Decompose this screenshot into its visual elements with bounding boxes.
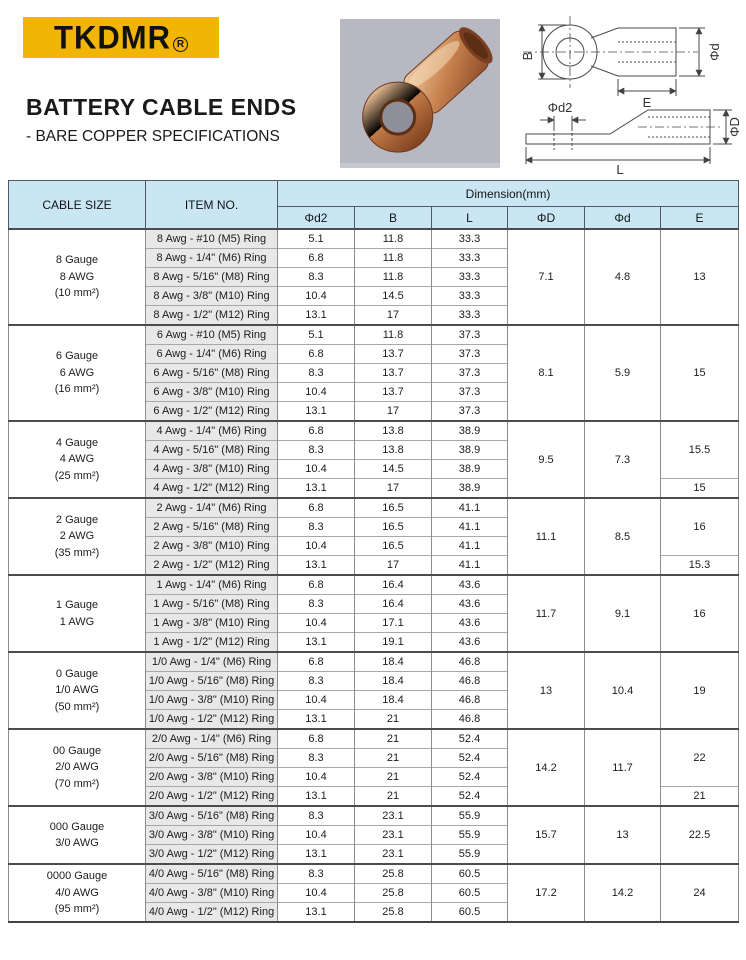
- side-view-diagram: [526, 110, 732, 164]
- dim-b-cell: 16.5: [355, 498, 432, 518]
- dim-d2-cell: 10.4: [278, 826, 355, 845]
- dim-phi-d-cell: 13: [585, 806, 661, 864]
- cable-size-cell: [9, 229, 146, 325]
- dim-b-cell: 25.8: [355, 884, 432, 903]
- dim-l-cell: 33.3: [432, 249, 508, 268]
- cable-size-line: 8 Gauge: [55, 254, 99, 267]
- dim-l-cell: 43.6: [432, 595, 508, 614]
- title-block: [26, 94, 297, 146]
- dim-l-cell: 52.4: [432, 787, 508, 807]
- dim-l-cell: 38.9: [432, 479, 508, 499]
- dim-b-cell: 21: [355, 710, 432, 730]
- dim-b-cell: 13.7: [355, 383, 432, 402]
- dim-phi-D-cell: 15.7: [508, 806, 585, 864]
- dim-b-cell: 11.8: [355, 268, 432, 287]
- dim-e-cell: 22: [661, 729, 739, 787]
- dim-b-cell: 21: [355, 729, 432, 749]
- spec-table: [8, 180, 739, 923]
- dim-l-cell: 37.3: [432, 383, 508, 402]
- dim-phi-d-cell: 9.1: [585, 575, 661, 652]
- page-title: BATTERY CABLE ENDS: [26, 94, 297, 120]
- dim-d2-cell: 6.8: [278, 345, 355, 364]
- dim-l-cell: 55.9: [432, 806, 508, 826]
- dim-b-cell: 17: [355, 306, 432, 326]
- dim-d2-cell: 8.3: [278, 672, 355, 691]
- cable-size-cell: [9, 575, 146, 652]
- dim-d2-cell: 8.3: [278, 806, 355, 826]
- item-no-cell: 2/0 Awg - 1/2" (M12) Ring: [146, 787, 278, 807]
- cable-size-line: 8 AWG: [59, 270, 95, 283]
- dim-e-cell: 16: [661, 498, 739, 556]
- spec-table-body: [9, 229, 739, 922]
- dim-e-cell: 16: [661, 575, 739, 652]
- dim-phi-d-cell: 10.4: [585, 652, 661, 729]
- dim-phi-D-cell: 17.2: [508, 864, 585, 922]
- dim-phi-d-cell: 5.9: [585, 325, 661, 421]
- dim-phi-D-cell: 11.1: [508, 498, 585, 575]
- cable-size-line: (10 mm²): [54, 287, 100, 300]
- item-no-cell: 2 Awg - 1/4" (M6) Ring: [146, 498, 278, 518]
- dim-d2-cell: 8.3: [278, 595, 355, 614]
- item-no-cell: 2/0 Awg - 5/16" (M8) Ring: [146, 749, 278, 768]
- dim-b-cell: 13.7: [355, 364, 432, 383]
- col-header-e: E: [661, 207, 739, 230]
- table-row: [9, 652, 739, 672]
- item-no-cell: 2 Awg - 1/2" (M12) Ring: [146, 556, 278, 576]
- cable-size-cell: [9, 806, 146, 864]
- dim-l-cell: 55.9: [432, 826, 508, 845]
- brand-logo-text: TKDMR: [54, 19, 171, 56]
- table-row: [9, 325, 739, 345]
- dim-phi-D-cell: 8.1: [508, 325, 585, 421]
- dim-e-cell: 19: [661, 652, 739, 729]
- item-no-cell: 8 Awg - #10 (M5) Ring: [146, 229, 278, 249]
- item-no-cell: 3/0 Awg - 3/8" (M10) Ring: [146, 826, 278, 845]
- dim-e-cell: 15.5: [661, 421, 739, 479]
- dim-l-cell: 33.3: [432, 287, 508, 306]
- cable-size-cell: [9, 421, 146, 498]
- dim-d2-cell: 5.1: [278, 229, 355, 249]
- dim-d2-cell: 10.4: [278, 884, 355, 903]
- item-no-cell: 1 Awg - 5/16" (M8) Ring: [146, 595, 278, 614]
- dim-phi-d-cell: 11.7: [585, 729, 661, 806]
- dim-l-cell: 46.8: [432, 691, 508, 710]
- cable-size-cell: [9, 864, 146, 922]
- dim-phi-d-cell: 4.8: [585, 229, 661, 325]
- dim-d2-cell: 13.1: [278, 306, 355, 326]
- cable-size-line: 4/0 AWG: [55, 886, 99, 899]
- brand-logo: [23, 17, 219, 58]
- dim-label-b: B: [520, 51, 535, 61]
- dim-l-cell: 33.3: [432, 306, 508, 326]
- dim-b-cell: 11.8: [355, 229, 432, 249]
- col-header-l: L: [432, 207, 508, 230]
- item-no-cell: 4/0 Awg - 5/16" (M8) Ring: [146, 864, 278, 884]
- dim-d2-cell: 8.3: [278, 441, 355, 460]
- table-row: [9, 806, 739, 826]
- table-row: [9, 575, 739, 595]
- cable-size-line: (25 mm²): [54, 469, 100, 482]
- cable-size-cell: [9, 652, 146, 729]
- dim-b-cell: 11.8: [355, 249, 432, 268]
- cable-size-line: 0 Gauge: [55, 667, 99, 680]
- dim-label-phi-D: ΦD: [727, 117, 742, 137]
- cable-size-line: 6 Gauge: [55, 350, 99, 363]
- dim-l-cell: 41.1: [432, 537, 508, 556]
- dim-d2-cell: 10.4: [278, 383, 355, 402]
- dim-phi-D-cell: 9.5: [508, 421, 585, 498]
- dim-b-cell: 16.5: [355, 518, 432, 537]
- dim-l-cell: 41.1: [432, 498, 508, 518]
- dim-d2-cell: 8.3: [278, 749, 355, 768]
- dim-b-cell: 11.8: [355, 325, 432, 345]
- dim-d2-cell: 13.1: [278, 479, 355, 499]
- dim-e-cell: 15: [661, 325, 739, 421]
- cable-size-line: 1 Gauge: [55, 599, 99, 611]
- dim-l-cell: 60.5: [432, 884, 508, 903]
- dim-d2-cell: 10.4: [278, 614, 355, 633]
- dim-b-cell: 16.5: [355, 537, 432, 556]
- dim-d2-cell: 6.8: [278, 652, 355, 672]
- item-no-cell: 4 Awg - 1/4" (M6) Ring: [146, 421, 278, 441]
- dim-l-cell: 60.5: [432, 903, 508, 923]
- cable-size-line: 3/0 AWG: [55, 837, 99, 849]
- item-no-cell: 1/0 Awg - 1/4" (M6) Ring: [146, 652, 278, 672]
- cable-size-line: 00 Gauge: [52, 744, 102, 757]
- table-row: [9, 498, 739, 518]
- dim-phi-d-cell: 8.5: [585, 498, 661, 575]
- dim-b-cell: 25.8: [355, 864, 432, 884]
- item-no-cell: 2/0 Awg - 1/4" (M6) Ring: [146, 729, 278, 749]
- dim-phi-d-cell: 14.2: [585, 864, 661, 922]
- dim-l-cell: 46.8: [432, 672, 508, 691]
- item-no-cell: 8 Awg - 5/16" (M8) Ring: [146, 268, 278, 287]
- dim-phi-D-cell: 14.2: [508, 729, 585, 806]
- dim-l-cell: 33.3: [432, 268, 508, 287]
- dim-d2-cell: 6.8: [278, 575, 355, 595]
- item-no-cell: 1 Awg - 3/8" (M10) Ring: [146, 614, 278, 633]
- dimension-diagrams: [498, 4, 746, 176]
- dim-b-cell: 17: [355, 556, 432, 576]
- dim-e-cell: 15: [661, 479, 739, 499]
- cable-size-line: 1/0 AWG: [55, 684, 99, 697]
- dim-b-cell: 17: [355, 479, 432, 499]
- cable-size-line: 4 Gauge: [55, 436, 99, 449]
- cable-size-line: 0000 Gauge: [46, 870, 108, 883]
- dim-d2-cell: 10.4: [278, 537, 355, 556]
- item-no-cell: 2 Awg - 3/8" (M10) Ring: [146, 537, 278, 556]
- dim-label-l: L: [616, 162, 624, 176]
- dim-b-cell: 13.8: [355, 421, 432, 441]
- item-no-cell: 1/0 Awg - 3/8" (M10) Ring: [146, 691, 278, 710]
- top-view-diagram: [523, 16, 705, 96]
- dim-b-cell: 14.5: [355, 460, 432, 479]
- dim-d2-cell: 10.4: [278, 460, 355, 479]
- table-row: [9, 864, 739, 884]
- item-no-cell: 4/0 Awg - 3/8" (M10) Ring: [146, 884, 278, 903]
- dim-b-cell: 18.4: [355, 672, 432, 691]
- dim-d2-cell: 10.4: [278, 691, 355, 710]
- dim-e-cell: 15.3: [661, 556, 739, 576]
- table-row: [9, 421, 739, 441]
- dim-l-cell: 52.4: [432, 729, 508, 749]
- cable-size-line: 2 AWG: [59, 530, 95, 543]
- dim-l-cell: 38.9: [432, 441, 508, 460]
- dim-d2-cell: 13.1: [278, 845, 355, 865]
- item-no-cell: 6 Awg - 1/2" (M12) Ring: [146, 402, 278, 422]
- dim-l-cell: 33.3: [432, 229, 508, 249]
- dim-d2-cell: 13.1: [278, 556, 355, 576]
- dim-d2-cell: 8.3: [278, 518, 355, 537]
- item-no-cell: 8 Awg - 1/2" (M12) Ring: [146, 306, 278, 326]
- dim-l-cell: 52.4: [432, 749, 508, 768]
- cable-size-line: 2/0 AWG: [55, 761, 99, 774]
- dim-b-cell: 21: [355, 787, 432, 807]
- dim-phi-D-cell: 7.1: [508, 229, 585, 325]
- dim-e-cell: 22.5: [661, 806, 739, 864]
- dim-label-phi-d2: Φd2: [547, 100, 573, 115]
- table-row: [9, 229, 739, 249]
- dim-e-cell: 24: [661, 864, 739, 922]
- dim-l-cell: 38.9: [432, 421, 508, 441]
- table-row: [9, 729, 739, 749]
- dim-d2-cell: 10.4: [278, 287, 355, 306]
- dim-b-cell: 13.8: [355, 441, 432, 460]
- col-header-phi-D: ΦD: [508, 207, 585, 230]
- item-no-cell: 4/0 Awg - 1/2" (M12) Ring: [146, 903, 278, 923]
- dim-b-cell: 23.1: [355, 806, 432, 826]
- item-no-cell: 1/0 Awg - 5/16" (M8) Ring: [146, 672, 278, 691]
- dim-b-cell: 18.4: [355, 652, 432, 672]
- dim-b-cell: 16.4: [355, 595, 432, 614]
- dim-d2-cell: 10.4: [278, 768, 355, 787]
- cable-size-line: 6 AWG: [59, 366, 95, 379]
- cable-size-line: (95 mm²): [54, 903, 100, 916]
- cable-size-cell: [9, 498, 146, 575]
- col-header-phi-d: Φd: [585, 207, 661, 230]
- dim-d2-cell: 8.3: [278, 364, 355, 383]
- item-no-cell: 1 Awg - 1/2" (M12) Ring: [146, 633, 278, 653]
- cable-size-line: 2 Gauge: [55, 513, 99, 526]
- dim-l-cell: 46.8: [432, 652, 508, 672]
- dim-label-phi-d: Φd: [707, 43, 722, 61]
- dim-d2-cell: 6.8: [278, 421, 355, 441]
- dim-l-cell: 37.3: [432, 364, 508, 383]
- registered-trademark-icon: R: [173, 37, 188, 52]
- col-header-dimension-group: Dimension(mm): [278, 181, 739, 207]
- item-no-cell: 4 Awg - 1/2" (M12) Ring: [146, 479, 278, 499]
- dim-l-cell: 37.3: [432, 402, 508, 422]
- dim-phi-D-cell: 11.7: [508, 575, 585, 652]
- cable-size-cell: [9, 325, 146, 421]
- dim-l-cell: 38.9: [432, 460, 508, 479]
- cable-size-line: 1 AWG: [59, 615, 95, 628]
- cable-size-line: 4 AWG: [59, 453, 95, 466]
- dim-b-cell: 23.1: [355, 845, 432, 865]
- dim-b-cell: 13.7: [355, 345, 432, 364]
- item-no-cell: 1/0 Awg - 1/2" (M12) Ring: [146, 710, 278, 730]
- item-no-cell: 6 Awg - #10 (M5) Ring: [146, 325, 278, 345]
- item-no-cell: 2 Awg - 5/16" (M8) Ring: [146, 518, 278, 537]
- dim-d2-cell: 13.1: [278, 710, 355, 730]
- dim-b-cell: 17.1: [355, 614, 432, 633]
- cable-size-cell: [9, 729, 146, 806]
- dim-d2-cell: 8.3: [278, 864, 355, 884]
- dim-l-cell: 43.6: [432, 614, 508, 633]
- page-subtitle: - BARE COPPER SPECIFICATIONS: [26, 128, 280, 145]
- product-photo: [340, 19, 500, 168]
- dim-l-cell: 43.6: [432, 575, 508, 595]
- cable-size-line: (16 mm²): [54, 383, 100, 396]
- technical-drawing: [498, 4, 746, 176]
- item-no-cell: 6 Awg - 1/4" (M6) Ring: [146, 345, 278, 364]
- dim-l-cell: 55.9: [432, 845, 508, 865]
- dim-b-cell: 19.1: [355, 633, 432, 653]
- dim-d2-cell: 6.8: [278, 498, 355, 518]
- dim-d2-cell: 13.1: [278, 787, 355, 807]
- item-no-cell: 6 Awg - 3/8" (M10) Ring: [146, 383, 278, 402]
- item-no-cell: 6 Awg - 5/16" (M8) Ring: [146, 364, 278, 383]
- dim-b-cell: 14.5: [355, 287, 432, 306]
- dim-d2-cell: 13.1: [278, 903, 355, 923]
- item-no-cell: 1 Awg - 1/4" (M6) Ring: [146, 575, 278, 595]
- dim-d2-cell: 13.1: [278, 402, 355, 422]
- cable-size-line: (70 mm²): [54, 777, 100, 790]
- dim-e-cell: 21: [661, 787, 739, 807]
- col-header-phi-d2: Φd2: [278, 207, 355, 230]
- dim-l-cell: 37.3: [432, 325, 508, 345]
- dim-b-cell: 16.4: [355, 575, 432, 595]
- dim-label-e: E: [642, 95, 652, 110]
- dim-l-cell: 37.3: [432, 345, 508, 364]
- dim-phi-D-cell: 13: [508, 652, 585, 729]
- dim-b-cell: 21: [355, 749, 432, 768]
- dim-l-cell: 52.4: [432, 768, 508, 787]
- dim-d2-cell: 8.3: [278, 268, 355, 287]
- dim-l-cell: 46.8: [432, 710, 508, 730]
- col-header-item-no: ITEM NO.: [146, 181, 278, 230]
- item-no-cell: 4 Awg - 3/8" (M10) Ring: [146, 460, 278, 479]
- dim-e-cell: 13: [661, 229, 739, 325]
- dim-phi-d-cell: 7.3: [585, 421, 661, 498]
- dim-d2-cell: 5.1: [278, 325, 355, 345]
- item-no-cell: 8 Awg - 3/8" (M10) Ring: [146, 287, 278, 306]
- dim-d2-cell: 6.8: [278, 729, 355, 749]
- dim-l-cell: 43.6: [432, 633, 508, 653]
- copper-lug-image: [340, 19, 500, 168]
- item-no-cell: 3/0 Awg - 1/2" (M12) Ring: [146, 845, 278, 865]
- item-no-cell: 4 Awg - 5/16" (M8) Ring: [146, 441, 278, 460]
- dim-b-cell: 23.1: [355, 826, 432, 845]
- dim-l-cell: 41.1: [432, 556, 508, 576]
- dim-l-cell: 41.1: [432, 518, 508, 537]
- cable-size-line: 000 Gauge: [49, 820, 105, 833]
- col-header-b: B: [355, 207, 432, 230]
- cable-size-line: (35 mm²): [54, 546, 100, 559]
- item-no-cell: 3/0 Awg - 5/16" (M8) Ring: [146, 806, 278, 826]
- cable-size-line: (50 mm²): [54, 700, 100, 713]
- dim-b-cell: 21: [355, 768, 432, 787]
- dim-l-cell: 60.5: [432, 864, 508, 884]
- dim-b-cell: 25.8: [355, 903, 432, 923]
- col-header-cable-size: CABLE SIZE: [9, 181, 146, 230]
- dim-b-cell: 18.4: [355, 691, 432, 710]
- item-no-cell: 2/0 Awg - 3/8" (M10) Ring: [146, 768, 278, 787]
- dim-d2-cell: 6.8: [278, 249, 355, 268]
- item-no-cell: 8 Awg - 1/4" (M6) Ring: [146, 249, 278, 268]
- dim-b-cell: 17: [355, 402, 432, 422]
- dim-d2-cell: 13.1: [278, 633, 355, 653]
